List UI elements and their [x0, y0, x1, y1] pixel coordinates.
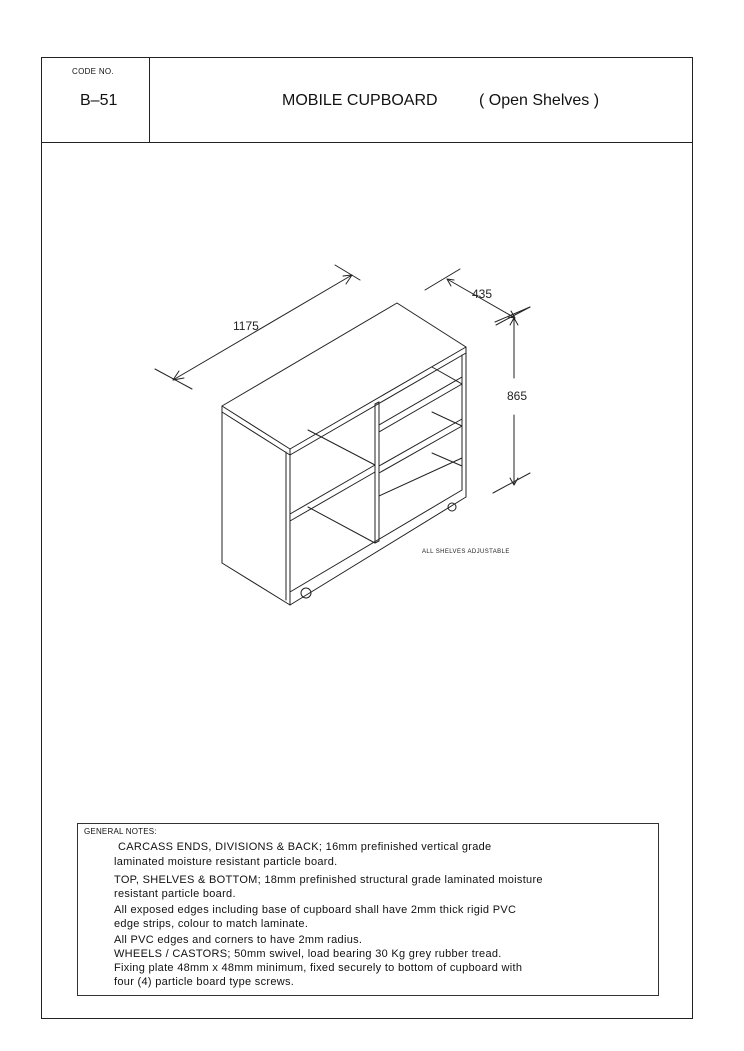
dimension-depth-label: 435 [472, 287, 493, 301]
note-line: resistant particle board. [114, 888, 236, 900]
code-label: CODE NO. [72, 67, 114, 76]
note-line: All PVC edges and corners to have 2mm radius. [114, 934, 363, 946]
code-value: B–51 [80, 92, 118, 109]
note-line: CARCASS ENDS, DIVISIONS & BACK; 16mm prefinished vertical grade [118, 841, 492, 853]
note-line: TOP, SHELVES & BOTTOM; 18mm prefinished structural grade laminated moisture [114, 874, 543, 886]
note-line: laminated moisture resistant particle board. [114, 856, 338, 868]
drawing-subtitle: ( Open Shelves ) [479, 92, 600, 109]
drawing-title: MOBILE CUPBOARD [282, 92, 438, 109]
note-line: four (4) particle board type screws. [114, 976, 295, 988]
dimension-height-label: 865 [507, 389, 528, 403]
dimension-length-label: 1175 [233, 319, 259, 333]
note-line: All exposed edges including base of cupboard shall have 2mm thick rigid PVC [114, 904, 517, 916]
note-line: Fixing plate 48mm x 48mm minimum, fixed securely to bottom of cupboard with [114, 962, 523, 974]
shelves-note: ALL SHELVES ADJUSTABLE [422, 549, 510, 555]
note-line: WHEELS / CASTORS; 50mm swivel, load bearing 30 Kg grey rubber tread. [114, 948, 502, 960]
notes-title: GENERAL NOTES: [84, 827, 157, 836]
note-line: edge strips, colour to match laminate. [114, 918, 309, 930]
